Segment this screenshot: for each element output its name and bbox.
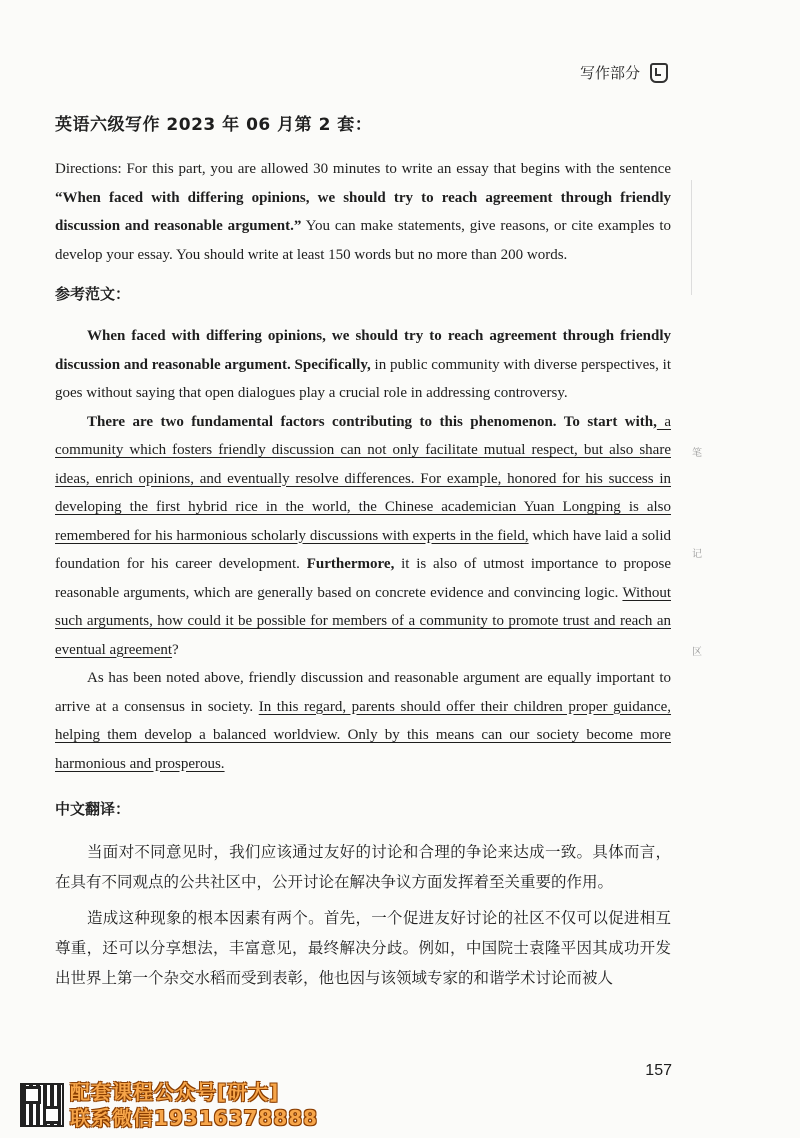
page-number: 157 bbox=[645, 1062, 672, 1079]
sample-paragraph-1 bbox=[55, 322, 671, 408]
p2-bold: There are two fundamental factors contributing to this phenomenon. To start with, bbox=[87, 413, 657, 430]
directions-quote: “When faced with differing opinions, we should try to reach agreement through friendly discussion and reasonable argument.” bbox=[55, 189, 671, 234]
promo-text bbox=[70, 1080, 318, 1130]
promo-line-2: 联系微信19316378888 bbox=[70, 1106, 319, 1130]
page-title: 英语六级写作 2023 年 06 月第 2 套： bbox=[55, 115, 373, 135]
sample-paragraph-3 bbox=[55, 664, 671, 778]
page-content bbox=[55, 110, 671, 993]
p2-underlined-2: Without such arguments, how could it be possible for members of a community to promote trust and reach an eventual agreement bbox=[55, 584, 671, 658]
translation-paragraph-1: 当面对不同意见时，我们应该通过友好的讨论和合理的争论来达成一致。具体而言，在具有不同观点的公共社区中，公开讨论在解决争议方面发挥着至关重要的作用。 bbox=[55, 843, 671, 891]
qr-code-icon bbox=[20, 1083, 64, 1127]
translation-paragraph-2: 造成这种现象的根本因素有两个。首先，一个促进友好讨论的社区不仅可以促进相互尊重，还可以分享想法，丰富意见，最终解决分歧。例如，中国院士袁隆平因其成功开发出世界上第一个杂交水稻而受到表彰，他也因与该领域专家的和谐学术讨论而被人 bbox=[55, 909, 671, 987]
p3-underlined: In this regard, parents should offer their children proper guidance, helping them develop a balanced worldview. Only by this means can our society become more harmonious and prosperous. bbox=[55, 698, 672, 772]
p2-underlined-1: a community which fosters friendly discussion can not only facilitate mutual respect, but also share ideas, enrich opinions, and eventually resolve differences. For example, honored for his success in developing the first hybrid rice in the world, the Chinese academician Yuan Longping is also remembered for his harmonious scholarly discussions with experts in the field, bbox=[55, 413, 671, 544]
directions-tail: You can make statements, give reasons, or cite examples to develop your essay. You should write at least 150 words but no more than 200 words. bbox=[55, 218, 671, 263]
page-header bbox=[580, 62, 668, 83]
sample-heading: 参考范文： bbox=[55, 285, 131, 303]
book-bookmark-icon bbox=[650, 63, 668, 83]
p1-bold: When faced with differing opinions, we should try to reach agreement through friendly discussion and reasonable argument. bbox=[55, 328, 671, 373]
directions-paragraph bbox=[55, 155, 671, 269]
section-label: 写作部分 bbox=[579, 64, 640, 82]
promo-line-1: 配套课程公众号[研大] bbox=[70, 1080, 280, 1104]
sample-paragraph-2 bbox=[55, 408, 671, 665]
p2-end: ? bbox=[172, 641, 179, 658]
p2-bold2: Furthermore, bbox=[306, 556, 395, 572]
margin-note-3: 区 bbox=[692, 647, 702, 658]
directions-lead: Directions: For this part, you are allowed 30 minutes to write an essay that begins with the sentence bbox=[55, 161, 671, 177]
p1-bold2: Specifically, bbox=[290, 356, 371, 373]
p1-rest: in public community with diverse perspectives, it goes without saying that open dialogues play a crucial role in addressing controversy. bbox=[55, 356, 671, 401]
margin-note-1: 笔 bbox=[692, 448, 702, 459]
p2-mid: which have laid a solid foundation for his career development. bbox=[55, 527, 671, 572]
p3-text: As has been noted above, friendly discussion and reasonable argument are equally important to arrive at a consensus in society. bbox=[55, 670, 671, 715]
promo-footer bbox=[20, 1080, 318, 1130]
margin-note-2: 记 bbox=[692, 549, 702, 560]
margin-rule bbox=[691, 180, 692, 295]
p2-mid2: it is also of utmost importance to propose reasonable arguments, which are generally based on concrete evidence and convincing logic. bbox=[55, 556, 671, 601]
translation-heading: 中文翻译： bbox=[55, 800, 131, 818]
